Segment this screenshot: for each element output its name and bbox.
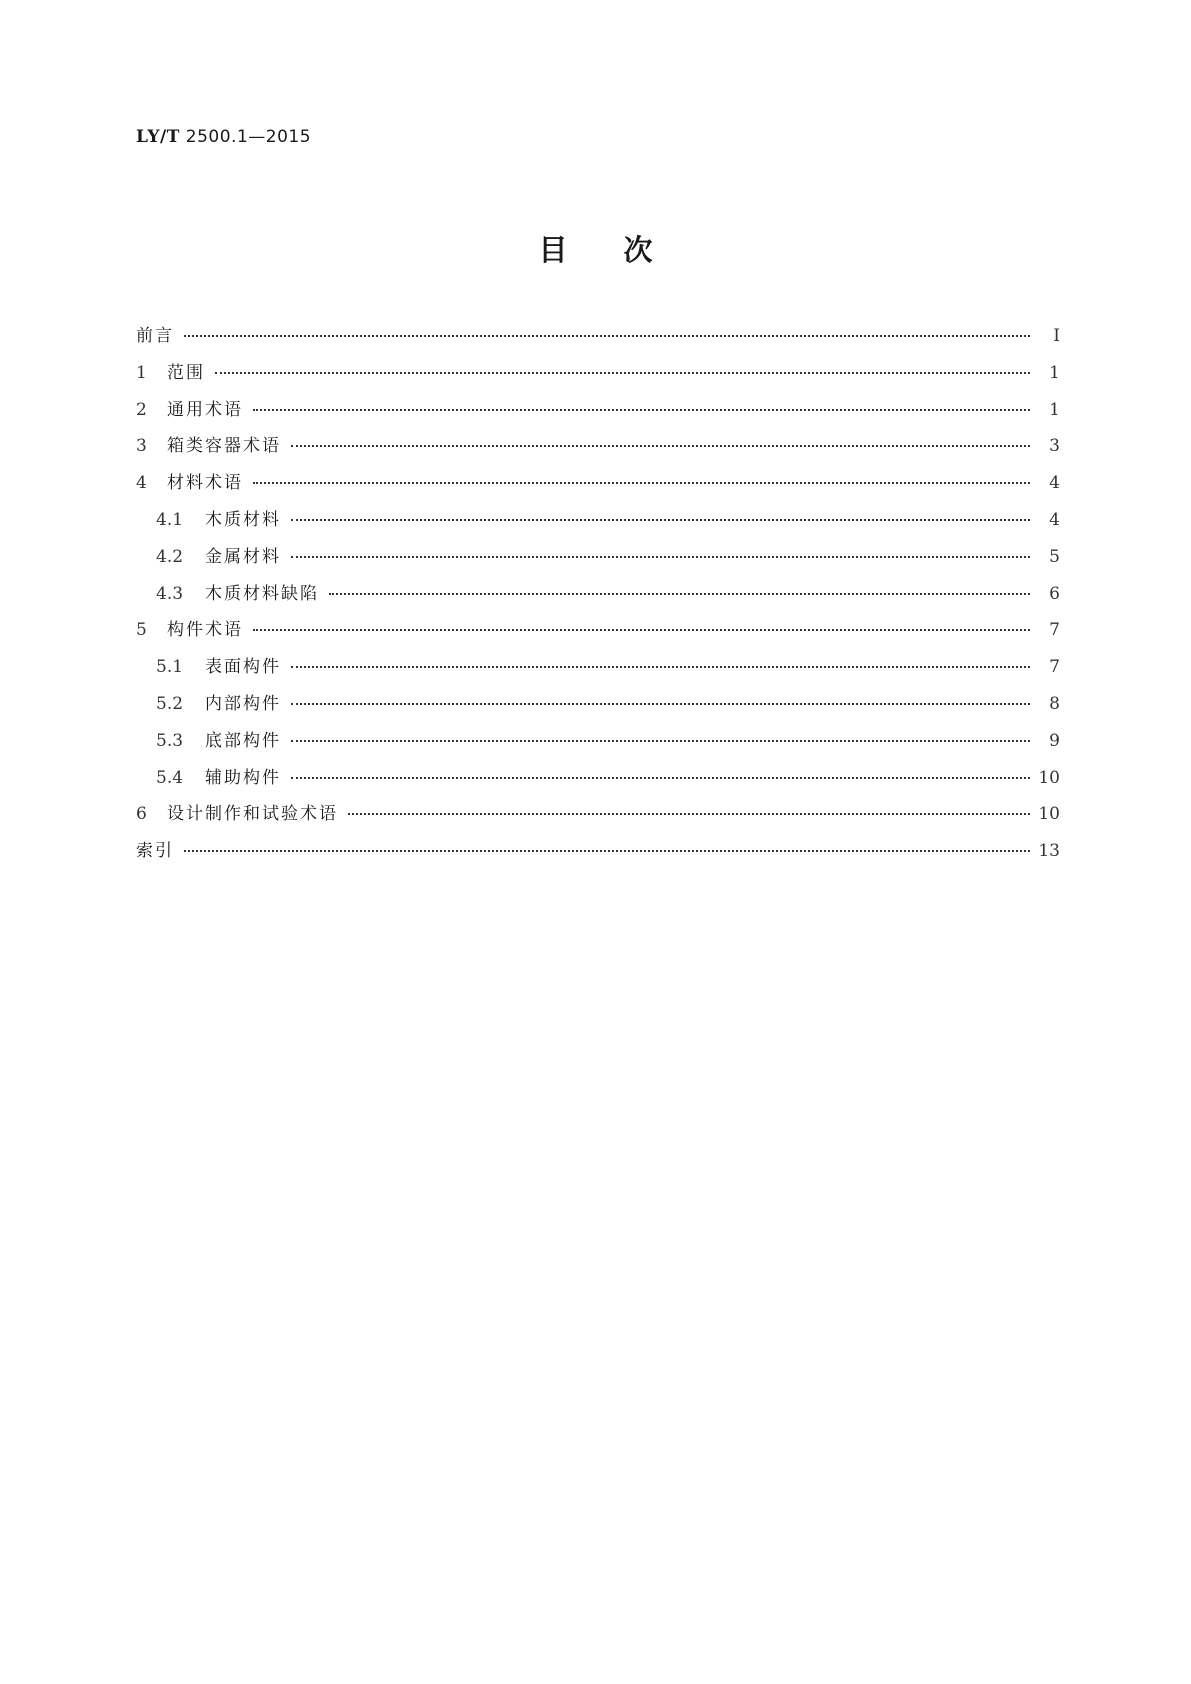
toc-dot-leader xyxy=(291,703,1030,705)
toc-entry-page: 1 xyxy=(1049,399,1060,420)
toc-dot-leader xyxy=(253,482,1030,484)
toc-dot-leader xyxy=(184,335,1030,337)
toc-entry-label: 木质材料缺陷 xyxy=(205,583,319,604)
standard-code-prefix: LY/T xyxy=(136,127,180,147)
toc-entry-label: 箱类容器术语 xyxy=(167,436,281,457)
toc-entry-label: 索引 xyxy=(136,841,174,862)
toc-entry-label: 内部构件 xyxy=(205,693,281,714)
standard-code-number: 2500.1—2015 xyxy=(185,127,312,147)
toc-entry[interactable] xyxy=(136,799,1060,836)
toc-entry[interactable] xyxy=(136,763,1060,800)
toc-entry-page: 1 xyxy=(1049,362,1060,383)
toc-entry-page: 10 xyxy=(1038,767,1060,788)
toc-entry-label: 金属材料 xyxy=(205,546,281,567)
toc-entry[interactable] xyxy=(136,542,1060,579)
toc-entry-label: 材料术语 xyxy=(167,473,243,494)
toc-entry-page: 5 xyxy=(1049,546,1060,567)
toc-dot-leader xyxy=(291,519,1030,521)
toc-entry-page: 4 xyxy=(1049,473,1060,494)
toc-entry-number: 5.4 xyxy=(156,767,184,788)
toc-dot-leader xyxy=(291,666,1030,668)
toc-entry-label: 底部构件 xyxy=(205,730,281,751)
toc-entry-page: 3 xyxy=(1049,436,1060,457)
toc-entry[interactable] xyxy=(136,726,1060,763)
toc-entry-number: 2 xyxy=(136,399,147,420)
toc-entry-label: 设计制作和试验术语 xyxy=(167,804,338,825)
toc-dot-leader xyxy=(291,556,1030,558)
toc-entry-label: 构件术语 xyxy=(167,620,243,641)
toc-entry-page: 7 xyxy=(1049,657,1060,678)
toc-entry[interactable] xyxy=(136,579,1060,616)
toc-entry[interactable] xyxy=(136,431,1060,468)
toc-entry[interactable] xyxy=(136,468,1060,505)
toc-entry-number: 5 xyxy=(136,620,147,641)
toc-entry-number: 5.1 xyxy=(156,657,184,678)
toc-entry-page: 10 xyxy=(1038,804,1060,825)
toc-entry[interactable] xyxy=(136,321,1060,358)
toc-dot-leader xyxy=(291,445,1030,447)
toc-entry-label: 木质材料 xyxy=(205,509,281,530)
toc-entry-page: 6 xyxy=(1049,583,1060,604)
standard-code xyxy=(136,127,311,147)
toc-list xyxy=(136,321,1060,873)
toc-entry[interactable] xyxy=(136,836,1060,873)
toc-dot-leader xyxy=(184,850,1030,852)
toc-dot-leader xyxy=(348,813,1030,815)
toc-entry-label: 前言 xyxy=(136,326,174,346)
toc-entry[interactable] xyxy=(136,689,1060,726)
toc-entry-page: 7 xyxy=(1049,620,1060,641)
toc-entry-page: 13 xyxy=(1038,841,1060,862)
toc-entry[interactable] xyxy=(136,505,1060,542)
toc-entry-page: 8 xyxy=(1049,693,1060,714)
toc-dot-leader xyxy=(291,740,1030,742)
toc-dot-leader xyxy=(215,372,1030,374)
toc-dot-leader xyxy=(253,629,1030,631)
toc-entry-page: 4 xyxy=(1049,509,1060,530)
toc-entry-number: 4 xyxy=(136,473,147,494)
toc-entry-label: 范围 xyxy=(167,362,205,383)
toc-dot-leader xyxy=(329,593,1030,595)
toc-entry[interactable] xyxy=(136,395,1060,432)
toc-entry-label: 表面构件 xyxy=(205,657,281,678)
toc-entry-number: 1 xyxy=(136,362,147,383)
toc-entry-number: 4.2 xyxy=(156,546,184,567)
toc-entry-number: 5.2 xyxy=(156,693,184,714)
toc-entry-number: 4.3 xyxy=(156,583,184,604)
toc-entry-page: Ⅰ xyxy=(1053,326,1060,346)
toc-entry[interactable] xyxy=(136,615,1060,652)
toc-entry-label: 辅助构件 xyxy=(205,767,281,788)
toc-entry-number: 5.3 xyxy=(156,730,184,751)
toc-dot-leader xyxy=(253,409,1030,411)
toc-entry-number: 3 xyxy=(136,436,147,457)
toc-entry[interactable] xyxy=(136,652,1060,689)
toc-entry[interactable] xyxy=(136,358,1060,395)
toc-entry-number: 6 xyxy=(136,804,147,825)
toc-entry-label: 通用术语 xyxy=(167,399,243,420)
toc-dot-leader xyxy=(291,777,1030,779)
toc-title: 目次 xyxy=(538,233,709,267)
toc-entry-page: 9 xyxy=(1049,730,1060,751)
toc-entry-number: 4.1 xyxy=(156,509,184,530)
